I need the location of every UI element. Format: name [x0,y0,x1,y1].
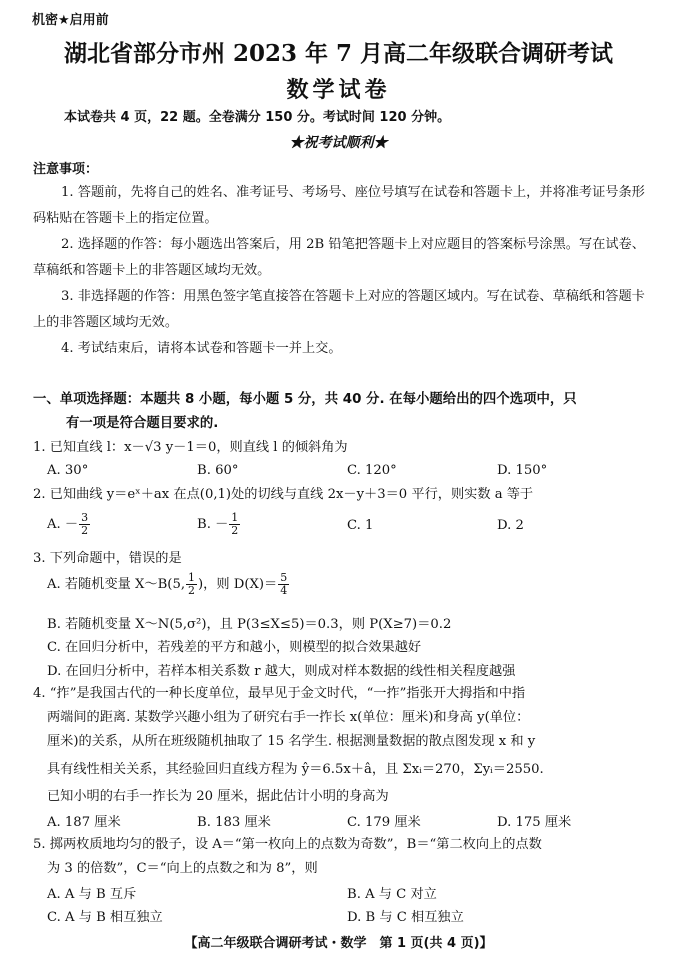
question-4-line-2: 两端间的距离. 某数学兴趣小组为了研究右手一拃长 x(单位：厘米)和身高 y(单位： [47,710,530,725]
question-4-line-1: 4. “拃”是我国古代的一种长度单位，最早见于金文时代，“一拃”指张开大拇指和中指 [33,686,526,701]
exam-info: 本试卷共 4 页，22 题。全卷满分 150 分。考试时间 120 分钟。 [64,110,451,125]
q1-option-d: D. 150° [497,463,548,478]
q5-option-d: D. B 与 C 相互独立 [347,910,464,925]
section-heading [33,388,653,436]
q2-option-d: D. 2 [497,518,524,533]
q2-option-b-fraction [229,512,240,537]
q3-option-d: D. 在回归分析中，若样本相关系数 r 越大，则成对样本数据的线性相关程度越强 [47,664,516,679]
q1-option-c: C. 120° [347,463,397,478]
q4-option-b: B. 183 厘米 [197,815,271,830]
q2-option-a [47,512,91,537]
fraction-denominator: 2 [231,524,239,537]
q1-option-b: B. 60° [197,463,239,478]
notice-item: 1. 答题前，先将自己的姓名、准考证号、考场号、座位号填写在试卷和答题卡上，并将准考证号条形码粘贴在答题卡上的指定位置。 [33,185,645,226]
notice-item: 4. 考试结束后，请将本试卷和答题卡一并上交。 [61,341,342,356]
question-4-line-3: 厘米)的关系，从所在班级随机抽取了 15 名学生. 根据测量数据的散点图发现 x 和 y [47,734,536,749]
notice-item: 3. 非选择题的作答：用黑色签字笔直接答在答题卡上对应的答题区域内。写在试卷、草稿纸和答题卡上的非答题区域均无效。 [33,289,645,330]
question-5-line-1: 5. 掷两枚质地均匀的骰子，设 A＝“第一枚向上的点数为奇数”，B＝“第二枚向上的点数 [33,837,542,852]
q3-option-a-text-2: )，则 D(X)＝ [198,577,278,592]
q3-option-a-text-1: A. 若随机变量 X～B(5, [47,577,186,592]
fraction-numerator: 5 [280,571,288,584]
q4-option-d: D. 175 厘米 [497,815,572,830]
fraction-denominator: 4 [280,584,288,597]
q3-option-c: C. 在回归分析中，若残差的平方和越小，则模型的拟合效果越好 [47,640,422,655]
q3-option-a [47,572,290,597]
section-line-1: 一、单项选择题：本题共 8 小题，每小题 5 分，共 40 分. 在每小题给出的四个选项中，只 [33,392,577,407]
q2-option-b-prefix: B. － [197,517,229,532]
fraction-denominator: 2 [188,584,196,597]
notice-heading: 注意事项： [33,162,99,177]
exam-subtitle: 数学试卷 [286,77,391,103]
notice-list [33,180,653,362]
fraction-numerator: 1 [188,571,196,584]
question-5-line-2: 为 3 的倍数”，C＝“向上的点数之和为 8”，则 [47,861,318,876]
q4-option-a: A. 187 厘米 [47,815,121,830]
q3-option-b: B. 若随机变量 X～N(5,σ²)，且 P(3≤X≤5)＝0.3，则 P(X≥7)＝0.2 [47,617,452,632]
q3-option-a-fraction-2 [278,572,289,597]
q1-option-a: A. 30° [47,463,89,478]
q4-option-c: C. 179 厘米 [347,815,421,830]
question-2-stem: 2. 已知曲线 y＝eˣ＋ax 在点(0,1)处的切线与直线 2x－y＋3＝0 平行，则实数 a 等于 [33,487,534,502]
q2-option-c: C. 1 [347,518,374,533]
fraction-numerator: 3 [81,511,89,524]
page-footer: 【高二年级联合调研考试・数学 第 1 页(共 4 页)】 [184,936,493,951]
question-4-line-5: 已知小明的右手一拃长为 20 厘米，据此估计小明的身高为 [47,789,389,804]
section-line-2: 有一项是符合题目要求的. [66,416,219,431]
question-3-stem: 3. 下列命题中，错误的是 [33,551,182,566]
fraction-numerator: 1 [231,511,239,524]
q3-option-a-fraction-1 [186,572,197,597]
q5-option-a: A. A 与 B 互斥 [47,887,137,902]
q5-option-c: C. A 与 B 相互独立 [47,910,163,925]
exam-title: 湖北省部分市州 2023 年 7 月高二年级联合调研考试 [63,40,614,67]
fraction-denominator: 2 [81,524,89,537]
q5-option-b: B. A 与 C 对立 [347,887,437,902]
q2-option-a-prefix: A. － [47,517,79,532]
notice-item: 2. 选择题的作答：每小题选出答案后，用 2B 铅笔把答题卡上对应题目的答案标号涂黑。写在试卷、草稿纸和答题卡上的非答题区域均无效。 [33,237,645,278]
good-luck-line: ★祝考试顺利★ [289,135,388,151]
q2-option-a-fraction [79,512,90,537]
q2-option-b [197,512,241,537]
question-4-line-4: 具有线性相关关系，其经验回归直线方程为 ŷ＝6.5x＋â，且 Σxᵢ＝270，Σyᵢ＝2550. [47,762,544,777]
question-1-stem: 1. 已知直线 l：x－√3 y－1＝0，则直线 l 的倾斜角为 [33,440,348,455]
confidential-label: 机密★启用前 [32,13,109,28]
